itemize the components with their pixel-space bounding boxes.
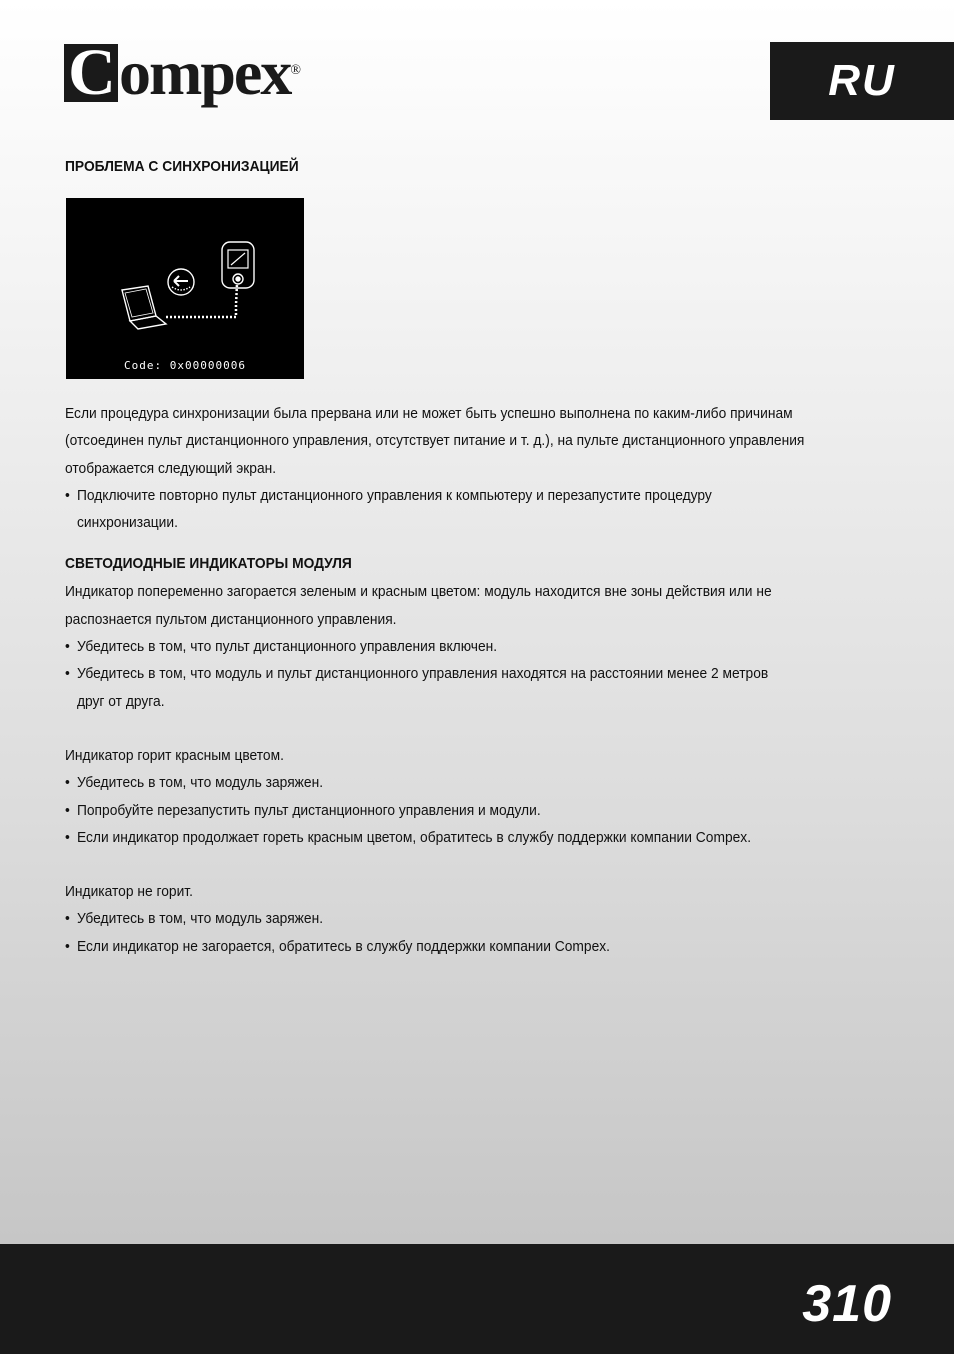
bullet-dot-icon: • (65, 774, 70, 792)
bullet-item (65, 933, 877, 960)
bullet-item (65, 633, 877, 660)
paragraph-line: отображается следующий экран. (65, 459, 277, 477)
laptop-remote-illustration-icon (66, 198, 304, 379)
registered-mark: ® (290, 63, 299, 78)
bullet-item-continuation (65, 509, 877, 536)
bullet-item-continuation (65, 688, 877, 715)
bullet-item (65, 905, 877, 932)
paragraph-line: Если процедура синхронизации была прервана или не может быть успешно выполнена по каким-либо причинам (65, 405, 793, 422)
paragraph-line: Индикатор попеременно загорается зеленым и красным цветом: модуль находится вне зоны действия или не (65, 583, 772, 601)
logo-initial: C (64, 44, 118, 102)
page-footer (0, 1244, 954, 1354)
bullet-text: Убедитесь в том, что модуль заряжен. (76, 910, 324, 928)
bullet-item (65, 797, 877, 824)
page-number: 310 (802, 1275, 892, 1333)
bullet-item (65, 482, 877, 509)
compex-logo (64, 36, 299, 120)
bullet-dot-icon: • (65, 828, 70, 846)
bullet-text: Подключите повторно пульт дистанционного управления к компьютеру и перезапустите процедуру (76, 486, 712, 504)
bullet-text: Убедитесь в том, что модуль заряжен. (76, 774, 324, 792)
logo-text: ompex (119, 37, 291, 108)
error-code-text: Code: 0x00000006 (124, 359, 246, 372)
language-badge (770, 42, 954, 120)
bullet-item (65, 660, 877, 687)
bullet-item (65, 824, 877, 851)
paragraph-line: (отсоединен пульт дистанционного управления, отсутствует питание и т. д.), на пульте дистанционного управления (65, 432, 805, 450)
bullet-text: друг от друга. (76, 692, 165, 710)
section-title-sync: ПРОБЛЕМА С СИНХРОНИЗАЦИЕЙ (65, 158, 299, 175)
led-red-intro: Индикатор горит красным цветом. (65, 746, 284, 764)
led-off-intro: Индикатор не горит. (65, 883, 193, 901)
bullet-text: синхронизации. (76, 514, 178, 532)
bullet-text: Если индикатор не загорается, обратитесь в службу поддержки компании Compex. (76, 937, 610, 955)
sync-error-screen (66, 198, 304, 379)
language-code: RU (828, 56, 896, 105)
bullet-dot-icon: • (65, 910, 70, 928)
bullet-dot-icon: • (65, 638, 70, 656)
page-content (65, 153, 865, 960)
paragraph-line: распознается пультом дистанционного управления. (65, 610, 397, 628)
bullet-text: Убедитесь в том, что пульт дистанционного управления включен. (76, 638, 498, 656)
bullet-dot-icon: • (65, 486, 70, 504)
bullet-text: Если индикатор продолжает гореть красным цветом, обратитесь в службу поддержки компании Compex. (76, 828, 752, 846)
bullet-dot-icon: • (65, 801, 70, 819)
section-title-led: СВЕТОДИОДНЫЕ ИНДИКАТОРЫ МОДУЛЯ (65, 555, 352, 573)
bullet-text: Попробуйте перезапустить пульт дистанционного управления и модули. (76, 801, 541, 819)
bullet-text: Убедитесь в том, что модуль и пульт дистанционного управления находятся на расстоянии менее 2 метров (76, 665, 769, 683)
bullet-dot-icon: • (65, 665, 70, 683)
bullet-item (65, 769, 877, 796)
bullet-dot-icon: • (65, 937, 70, 955)
